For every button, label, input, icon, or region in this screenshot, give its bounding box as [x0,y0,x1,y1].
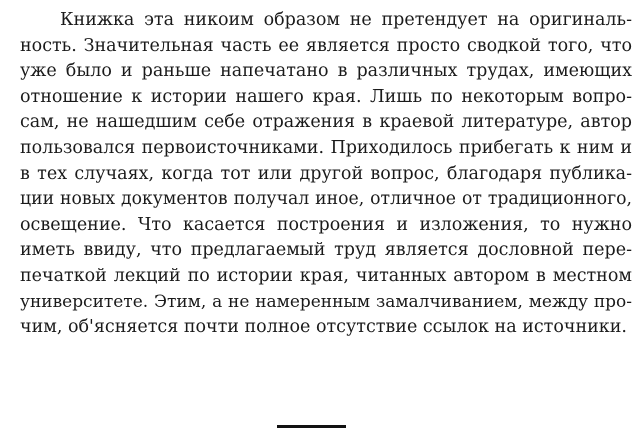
text-line: отношение к истории нашего края. Лишь по некоторым вопро- [20,86,632,107]
preface-paragraph [20,8,632,341]
text-line: Книжка эта никоим образом не претендует на оригиналь- [60,10,632,30]
text-line: ность. Значительная часть ее является просто сводкой того, что [20,35,632,56]
text-line: иметь ввиду, что предлагаемый труд является дословной пере- [20,240,632,261]
text-line: в тех случаях, когда тот или другой вопрос, благодаря публика- [20,163,632,184]
section-divider-rule [277,425,346,428]
text-line: сам, не нашедшим себе отражения в краевой литературе, автор [20,112,632,133]
text-line: чим, об'ясняется почти полное отсутствие ссылок на источники. [20,317,627,338]
text-line: уже было и раньше напечатано в различных трудах, имеющих [20,61,632,82]
text-line: университете. Этим, а не намеренным замалчиванием, между про- [20,291,632,312]
text-line: ции новых документов получал иное, отличное от традиционного, [20,189,632,210]
text-line: освещение. Что касается построения и изложения, то нужно [20,214,632,235]
text-line: печаткой лекций по истории края, читанных автором в местном [20,265,632,286]
text-line: пользовался первоисточниками. Приходилось прибегать к ним и [20,137,632,158]
